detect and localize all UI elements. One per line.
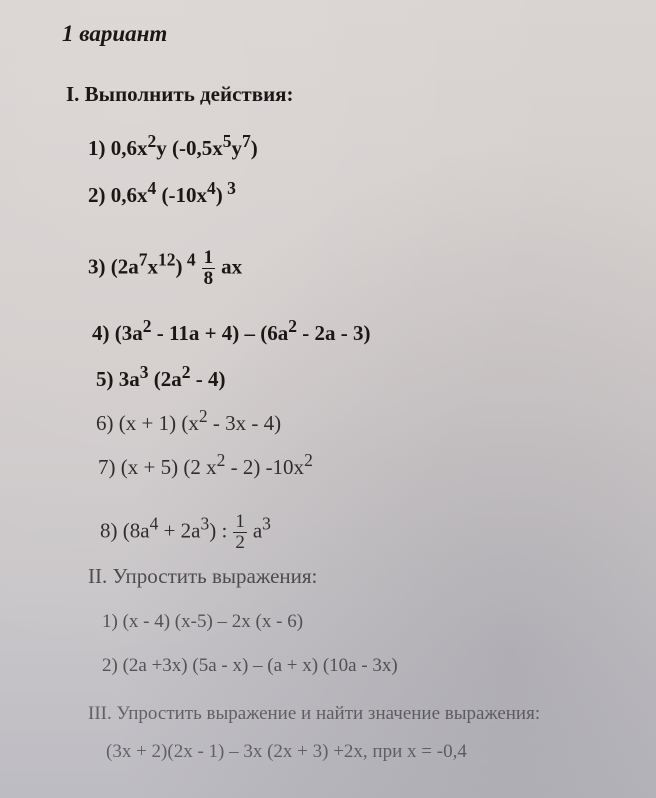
task-text: 4) (3a xyxy=(92,321,143,345)
exponent: 4 xyxy=(207,178,216,198)
task-text: (-10x xyxy=(156,183,207,207)
exponent: 3 xyxy=(200,513,210,534)
task-1-5 xyxy=(96,364,226,390)
task-text: 5) 3a xyxy=(96,367,140,391)
task-1-4 xyxy=(92,318,371,344)
exponent: 3 xyxy=(262,513,271,534)
fraction-denominator: 2 xyxy=(235,531,245,553)
exponent: 4 xyxy=(182,249,196,270)
exponent: 5 xyxy=(222,131,232,151)
exponent: 12 xyxy=(158,249,176,270)
exponent: 7 xyxy=(242,131,251,151)
task-3-1: (3x + 2)(2x - 1) – 3x (2x + 3) +2x, при x = -0,4 xyxy=(106,741,467,762)
task-text: ) xyxy=(250,136,258,160)
fraction xyxy=(202,248,216,289)
task-1-8 xyxy=(100,512,271,553)
task-text: - 11a + 4) – (6a xyxy=(151,321,289,345)
task-1-7 xyxy=(98,452,313,478)
task-text: x xyxy=(147,254,158,279)
task-text: y (-0,5x xyxy=(156,136,223,160)
task-1-1 xyxy=(88,133,258,159)
task-text: 1) 0,6x xyxy=(88,136,148,160)
exponent: 4 xyxy=(147,178,157,198)
task-1-6 xyxy=(96,408,281,434)
exponent: 2 xyxy=(216,450,226,470)
task-text: 3) (2a xyxy=(88,254,139,279)
exponent: 3 xyxy=(222,178,236,198)
task-text: ) xyxy=(215,183,223,207)
task-text: (2a xyxy=(148,367,182,391)
task-text: + 2a xyxy=(158,518,201,543)
exponent: 2 xyxy=(142,316,152,336)
variant-title: 1 вариант xyxy=(62,21,168,46)
exponent: 2 xyxy=(181,362,191,382)
task-1-3 xyxy=(88,248,242,289)
task-text: - 2) -10x xyxy=(225,455,305,479)
section-2-heading: II. Упростить выражения: xyxy=(88,564,318,588)
fraction-denominator: 8 xyxy=(203,267,214,289)
task-text: 7) (x + 5) (2 x xyxy=(98,455,217,479)
section-1-heading: I. Выполнить действия: xyxy=(66,82,294,106)
fraction xyxy=(233,512,247,553)
task-text: - 3x - 4) xyxy=(207,411,282,435)
task-text: a xyxy=(252,518,263,543)
task-1-2 xyxy=(88,180,236,206)
exponent: 2 xyxy=(304,450,313,470)
exponent: 7 xyxy=(138,249,148,270)
exponent: 4 xyxy=(149,513,159,534)
task-text: 8) (8a xyxy=(100,518,150,543)
section-3-heading: III. Упростить выражение и найти значение выражения: xyxy=(88,703,541,724)
exponent: 2 xyxy=(147,131,157,151)
exponent: 2 xyxy=(198,406,208,426)
task-text: 6) (x + 1) (x xyxy=(96,411,199,435)
task-text: ) xyxy=(175,254,183,279)
fraction-numerator: 1 xyxy=(235,511,245,532)
task-2-2: 2) (2a +3x) (5a - x) – (a + x) (10a - 3x) xyxy=(102,655,398,676)
task-text: ax xyxy=(221,254,243,279)
task-text: - 2a - 3) xyxy=(297,321,371,345)
task-2-1: 1) (x - 4) (x-5) – 2x (x - 6) xyxy=(102,611,304,632)
exponent: 3 xyxy=(139,362,149,382)
exponent: 2 xyxy=(288,316,298,336)
task-text: ) : xyxy=(209,518,228,543)
task-text: y xyxy=(231,136,242,160)
task-text: - 4) xyxy=(190,367,226,391)
fraction-numerator: 1 xyxy=(203,247,214,268)
task-text: 2) 0,6x xyxy=(88,183,148,207)
